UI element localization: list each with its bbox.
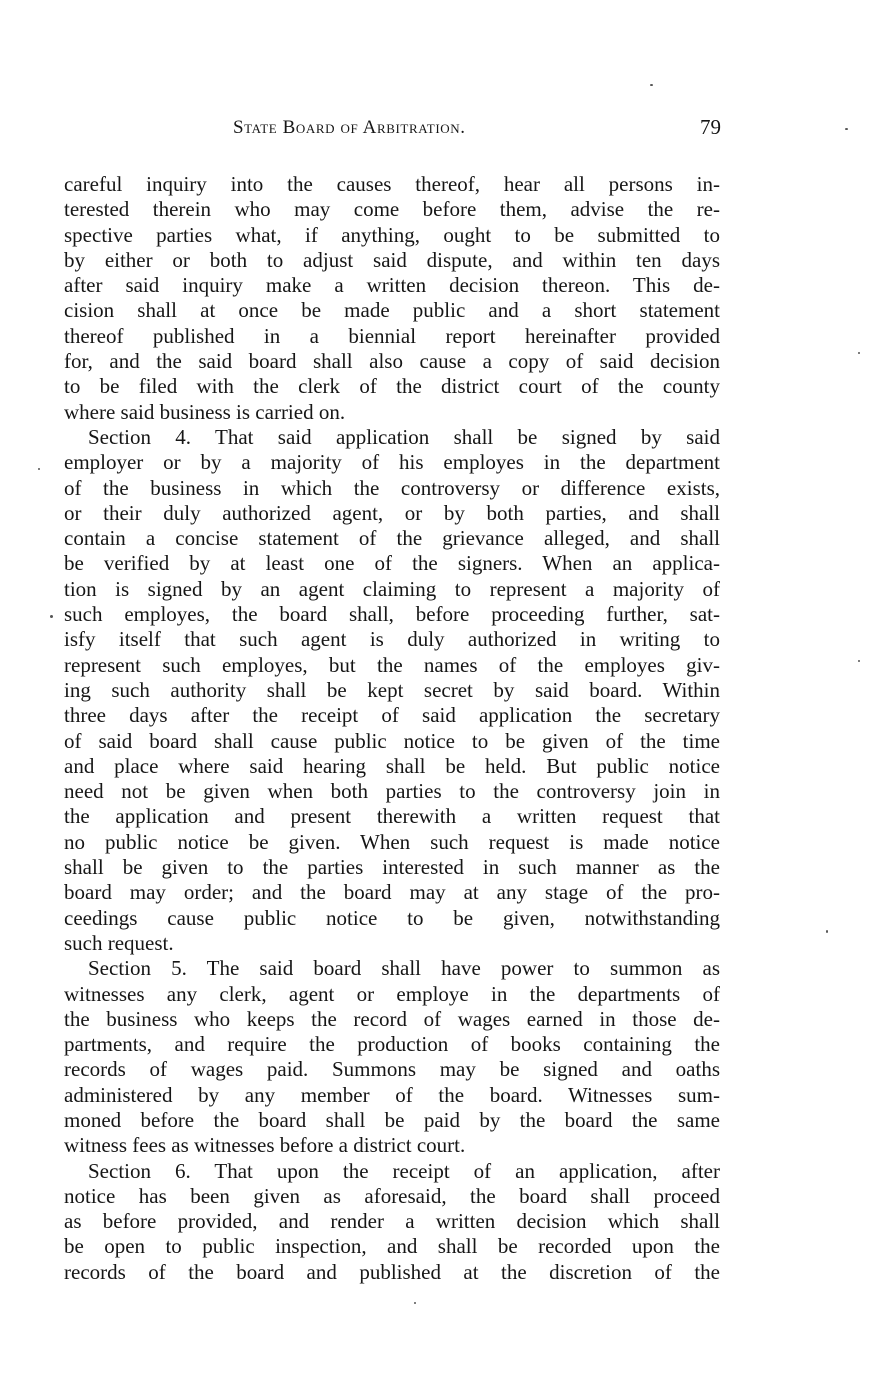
text-line: terested therein who may come before them, advise the re-	[64, 197, 720, 222]
text-line: spective parties what, if anything, ought to be submitted to	[64, 222, 720, 247]
body-text	[64, 172, 720, 1285]
text-line: for, and the said board shall also cause a copy of said decision	[64, 349, 720, 374]
text-line: such employes, the board shall, before proceeding further, sat-	[64, 602, 720, 627]
text-line: careful inquiry into the causes thereof, hear all persons in-	[64, 172, 720, 196]
text-line: be open to public inspection, and shall be recorded upon the	[64, 1234, 720, 1259]
text-line: no public notice be given. When such request is made notice	[64, 829, 720, 854]
text-line: the application and present therewith a written request that	[64, 804, 720, 829]
text-line: tion is signed by an agent claiming to represent a majority of	[64, 576, 720, 601]
print-speck	[50, 615, 53, 618]
print-speck	[38, 468, 40, 470]
text-line: Section 5. The said board shall have power to summon as	[88, 956, 720, 981]
print-speck	[858, 660, 860, 662]
text-line: employer or by a majority of his employes in the department	[64, 450, 720, 475]
page-header	[0, 117, 872, 143]
text-line: moned before the board shall be paid by the board the same	[64, 1107, 720, 1132]
text-line: shall be given to the parties interested in such manner as the	[64, 855, 720, 880]
text-line: Section 4. That said application shall be signed by said	[88, 424, 720, 449]
text-line: to be filed with the clerk of the district court of the county	[64, 374, 720, 399]
text-line: records of wages paid. Summons may be signed and oaths	[64, 1057, 720, 1082]
print-speck	[858, 352, 860, 354]
text-line: ceedings cause public notice to be given, notwithstanding	[64, 905, 720, 930]
text-line: or their duly authorized agent, or by both parties, and shall	[64, 500, 720, 525]
text-line: partments, and require the production of books containing the	[64, 1032, 720, 1057]
page-number: 79	[700, 115, 721, 139]
text-line: be verified by at least one of the signers. When an applica-	[64, 551, 720, 576]
print-speck	[414, 1302, 416, 1304]
text-line: of the business in which the controversy or difference exists,	[64, 475, 720, 500]
text-line: thereof published in a biennial report hereinafter provided	[64, 323, 720, 348]
text-line: board may order; and the board may at any stage of the pro-	[64, 880, 720, 905]
text-line: need not be given when both parties to the controversy join in	[64, 779, 720, 804]
text-line: represent such employes, but the names of the employes giv-	[64, 652, 720, 677]
print-speck	[826, 930, 828, 933]
text-line: such request.	[64, 930, 174, 955]
text-line: ing such authority shall be kept secret by said board. Within	[64, 677, 720, 702]
text-line: Section 6. That upon the receipt of an application, after	[88, 1158, 720, 1183]
text-line: witness fees as witnesses before a district court.	[64, 1133, 466, 1158]
text-line: contain a concise statement of the grievance alleged, and shall	[64, 526, 720, 551]
text-line: as before provided, and render a written decision which shall	[64, 1209, 720, 1234]
text-line: of said board shall cause public notice to be given of the time	[64, 728, 720, 753]
running-head: State Board of Arbitration.	[233, 117, 466, 138]
text-line: records of the board and published at the discretion of the	[64, 1259, 720, 1284]
text-line: after said inquiry make a written decision thereon. This de-	[64, 273, 720, 298]
text-line: where said business is carried on.	[64, 399, 346, 424]
text-line: administered by any member of the board. Witnesses sum-	[64, 1082, 720, 1107]
print-speck	[650, 84, 653, 86]
text-line: isfy itself that such agent is duly authorized in writing to	[64, 627, 720, 652]
text-line: cision shall at once be made public and a short statement	[64, 298, 720, 323]
text-line: by either or both to adjust said dispute, and within ten days	[64, 247, 720, 272]
text-line: the business who keeps the record of wages earned in those de-	[64, 1006, 720, 1031]
text-line: three days after the receipt of said application the secretary	[64, 703, 720, 728]
print-speck	[845, 128, 848, 130]
text-line: and place where said hearing shall be held. But public notice	[64, 753, 720, 778]
text-line: witnesses any clerk, agent or employe in the departments of	[64, 981, 720, 1006]
text-line: notice has been given as aforesaid, the board shall proceed	[64, 1183, 720, 1208]
